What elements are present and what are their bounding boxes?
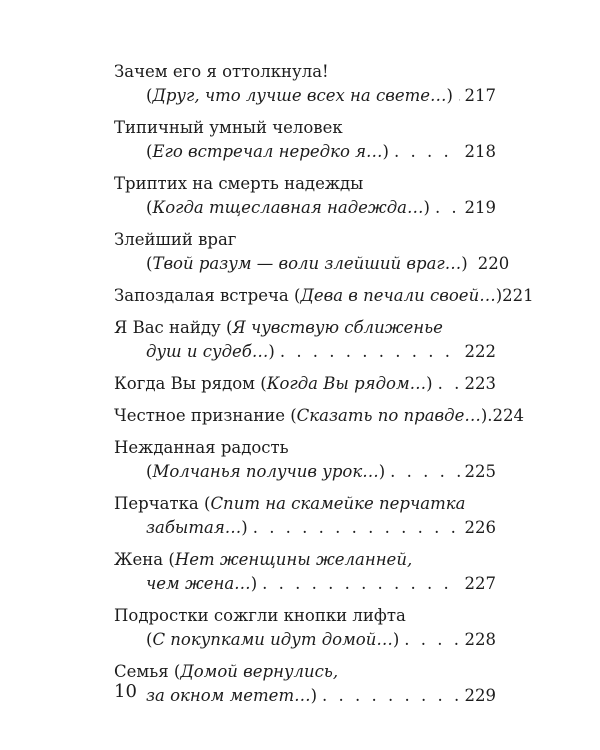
toc-entry [114, 604, 496, 652]
toc-first-line-start: Спит на скамейке перчатка [210, 494, 466, 513]
toc-entry [114, 436, 496, 484]
toc-leader-dots [404, 628, 459, 652]
toc-page-number: 221 [502, 286, 534, 305]
toc-first-line: Когда тщеславная надежда… [152, 198, 424, 217]
toc-first-line-row: (Молчанья получив урок…) . . . 225 [114, 460, 496, 484]
toc-leader-dots [280, 340, 460, 364]
toc-title-line [114, 228, 496, 252]
toc-leader-dots [322, 684, 459, 708]
toc-title: Я Вас найду [114, 318, 221, 337]
toc-entry [114, 172, 496, 220]
toc-first-line: Дева в печали своей… [300, 286, 496, 305]
toc-title: Перчатка [114, 494, 199, 513]
toc-title: Злейший враг [114, 230, 237, 249]
toc-entry [114, 60, 496, 108]
table-of-contents [114, 60, 534, 716]
toc-leader-dots [262, 572, 459, 596]
toc-entry [114, 228, 510, 276]
toc-title: Семья [114, 662, 169, 681]
toc-first-line: Когда Вы рядом… [266, 374, 427, 393]
toc-entry [114, 404, 525, 428]
toc-first-line: Молчанья получив урок… [152, 462, 379, 481]
toc-title: Триптих на смерть надежды [114, 174, 364, 193]
toc-first-line-row: (Твой разум — воли злейший враг…) 220 [114, 252, 496, 276]
toc-title-line: Честное признание (Сказать по правде…). 224 [114, 404, 496, 428]
toc-first-line-row: (Когда тщеславная надежда…) . . . 219 [114, 196, 496, 220]
toc-first-line: Сказать по правде… [296, 406, 481, 425]
page-number: 10 [114, 681, 137, 702]
toc-first-line-row: (Его встречал нередко я…) . . . 218 [114, 140, 496, 164]
toc-leader-dots [458, 84, 460, 108]
toc-title: Зачем его я оттолкнула! [114, 62, 329, 81]
toc-title-line [114, 60, 496, 84]
toc-title-line: Я Вас найду (Я чувствую сближенье [114, 316, 496, 340]
toc-first-line-row: душ и судеб…) . . . 222 [114, 340, 496, 364]
toc-page-number: 228 [464, 630, 496, 649]
toc-entry [114, 548, 496, 596]
toc-first-line-start: Домой вернулись, [180, 662, 339, 681]
toc-title-line: Перчатка (Спит на скамейке перчатка [114, 492, 496, 516]
toc-first-line-start: Нет женщины желанней, [174, 550, 413, 569]
toc-first-line-row: (Друг, что лучше всех на свете…) . . . 217 [114, 84, 496, 108]
toc-first-line-row: (С покупками идут домой…) . . . 228 [114, 628, 496, 652]
toc-first-line-end: забытая… [146, 518, 242, 537]
toc-page-number: 225 [464, 462, 496, 481]
toc-leader-dots [390, 460, 459, 484]
toc-page-number: 229 [464, 686, 496, 705]
toc-first-line-start: Я чувствую сближенье [232, 318, 443, 337]
toc-entry [114, 116, 496, 164]
toc-title: Нежданная радость [114, 438, 289, 457]
toc-first-line: Друг, что лучше всех на свете… [152, 86, 447, 105]
toc-page-number: 218 [464, 142, 496, 161]
toc-first-line: С покупками идут домой… [152, 630, 393, 649]
toc-leader-dots [394, 140, 460, 164]
toc-page-number: 224 [492, 406, 525, 425]
toc-entry [114, 372, 496, 396]
toc-title-line [114, 116, 496, 140]
toc-page-number: 219 [464, 198, 496, 217]
toc-title: Подростки сожгли кнопки лифта [114, 606, 406, 625]
toc-page-number: 223 [464, 374, 496, 393]
toc-leader-dots [253, 516, 460, 540]
toc-title: Честное признание [114, 406, 285, 425]
toc-entry [114, 492, 496, 540]
toc-first-line: Его встречал нередко я… [152, 142, 383, 161]
toc-leader-dots [435, 196, 460, 220]
toc-entry [114, 316, 496, 364]
toc-title: Жена [114, 550, 164, 569]
toc-page-number: 227 [464, 574, 496, 593]
toc-first-line-row: забытая…) . . . 226 [114, 516, 496, 540]
toc-title-line: Жена (Нет женщины желанней, [114, 548, 496, 572]
toc-first-line-end: за окном метет… [146, 686, 311, 705]
toc-first-line-end: душ и судеб… [146, 342, 269, 361]
toc-page-number: 217 [464, 86, 496, 105]
toc-entry [114, 284, 534, 308]
toc-first-line-row: чем жена…) . . . 227 [114, 572, 496, 596]
toc-first-line-end: чем жена… [146, 574, 251, 593]
toc-title-line: Запоздалая встреча (Дева в печали своей…) 221 [114, 284, 496, 308]
toc-title-line [114, 436, 496, 460]
toc-first-line: Твой разум — воли злейший враг… [152, 254, 462, 273]
toc-page-number: 222 [464, 342, 496, 361]
toc-entry [114, 660, 496, 708]
toc-title: Запоздалая встреча [114, 286, 289, 305]
toc-title-line: Когда Вы рядом (Когда Вы рядом…) . . . 223 [114, 372, 496, 396]
toc-title-line [114, 172, 496, 196]
toc-title: Типичный умный человек [114, 118, 343, 137]
toc-page-number: 220 [477, 254, 510, 273]
toc-leader-dots [438, 372, 460, 396]
toc-title: Когда Вы рядом [114, 374, 255, 393]
toc-title-line [114, 604, 496, 628]
toc-first-line-row: за окном метет…) . . . 229 [114, 684, 496, 708]
toc-page-number: 226 [464, 518, 496, 537]
toc-title-line: Семья (Домой вернулись, [114, 660, 496, 684]
